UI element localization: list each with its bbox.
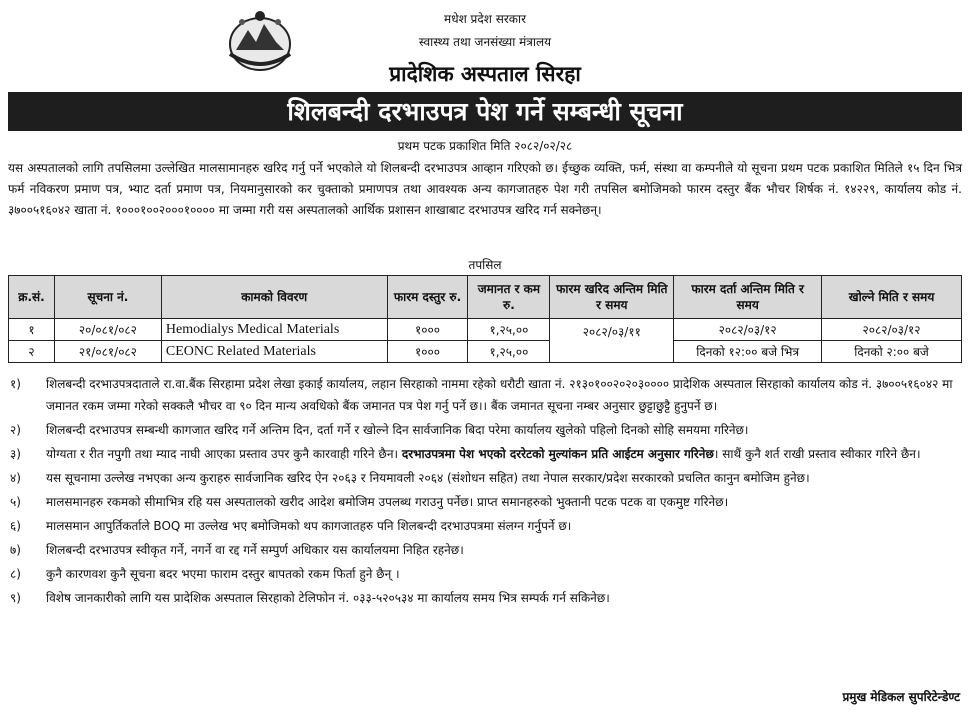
col-header-opening: खोल्ने मिति र समय bbox=[822, 276, 962, 319]
note-text: मालसमान आपुर्तिकर्ताले BOQ मा उल्लेख भए बमोजिमको थप कागजातहरु पनि शिलबन्दी दरभाउपत्रमा संलग्न गर्नुपर्ने छ। bbox=[46, 519, 572, 533]
cell-form-fee: १००० bbox=[387, 341, 468, 363]
note-number: ७) bbox=[10, 543, 21, 557]
col-header-sn: क्र.सं. bbox=[9, 276, 55, 319]
cell-form-fee: १००० bbox=[387, 319, 468, 341]
cell-sn: १ bbox=[9, 319, 55, 341]
list-item bbox=[8, 491, 962, 513]
cell-notice-no: २०/०८१/०८२ bbox=[54, 319, 161, 341]
note-number: ५) bbox=[10, 495, 21, 509]
cell-description: CEONC Related Materials bbox=[161, 341, 387, 363]
list-item bbox=[8, 443, 962, 465]
note-text: योग्यता र रीत नपुगी तथा म्याद नाघी आएका प्रस्ताव उपर कुनै कारवाही गरिने छैन। bbox=[46, 447, 402, 461]
cell-register-deadline-date: २०८२/०३/१२ bbox=[674, 319, 822, 341]
note-text-after: । साथैं कुनै शर्त राखी प्रस्ताव स्वीकार गरिने छैन। bbox=[713, 447, 921, 461]
note-text: शिलबन्दी दरभाउपत्र स्वीकृत गर्ने, नगर्ने वा रद्द गर्ने सम्पुर्ण अधिकार यस कार्यालयमा निहित रहनेछ। bbox=[46, 543, 464, 557]
list-item bbox=[8, 563, 962, 585]
cell-register-deadline-time: दिनको १२:०० बजे भित्र bbox=[674, 341, 822, 363]
table-row bbox=[9, 319, 962, 341]
list-item bbox=[8, 515, 962, 537]
ministry-name: स्वास्थ्य तथा जनसंख्या मंत्रालय bbox=[418, 35, 552, 49]
note-number: २) bbox=[10, 423, 21, 437]
signature-title: प्रमुख मेडिकल सुपरिटेन्डेण्ट bbox=[842, 690, 960, 704]
note-bold-text: दरभाउपत्रमा पेश भएको दररेटको मुल्यांकन प्रति आईटम अनुसार गरिनेछ bbox=[401, 447, 714, 461]
col-header-description: कामको विवरण bbox=[161, 276, 387, 319]
tender-table bbox=[8, 275, 962, 363]
list-item bbox=[8, 373, 962, 417]
col-header-register-deadline: फारम दर्ता अन्तिम मिति र समय bbox=[674, 276, 822, 319]
cell-deposit: १,२५,०० bbox=[468, 319, 550, 341]
note-text: कुनै कारणवश कुनै सूचना बदर भएमा फाराम दस्तुर बापतको रकम फिर्ता हुने छैन् । bbox=[46, 567, 400, 581]
list-item bbox=[8, 467, 962, 489]
note-number: ६) bbox=[10, 519, 21, 533]
cell-deposit: १,२५,०० bbox=[468, 341, 550, 363]
government-name: मधेश प्रदेश सरकार bbox=[444, 12, 526, 26]
cell-opening-date: २०८२/०३/१२ bbox=[822, 319, 962, 341]
publish-date: प्रथम पटक प्रकाशित मिति २०८२/०२/२८ bbox=[397, 139, 573, 153]
list-item bbox=[8, 587, 962, 609]
cell-notice-no: २१/०८१/०८२ bbox=[54, 341, 161, 363]
intro-paragraph: यस अस्पतालको लागि तपसिलमा उल्लेखित मालसामानहरु खरिद गर्नु पर्ने भएकोले यो शिलबन्दी दरभाउपत्र आव्हान गरिएको छ। ईच्छुक व्यक्ति, फर्म, संस्था वा कम्पनीले यो सूचना प्रथम पटक प्रकाशित मितिले १५ दिन भित्र फर्म नविकरण प्रमाण पत्र, भ्याट दर्ता प्रमाण पत्र, नियमानुसारको कर चुक्ताको प्रमाणपत्र तथा आवश्यक अन्य कागजातहरु पेश गरी तपसिल बमोजिमको फारम दस्तुर बैंक भौचर शिर्षक नं. १४२२९, कार्यालय कोड नं. ३७००५१६०४२ खाता नं. १०००१००२०००१०००० मा जम्मा गरी यस अस्पतालको आर्थिक प्रशासन शाखाबाट दरभाउपत्र खरिद गर्न सक्नेछन्। bbox=[8, 161, 962, 217]
cell-opening-time: दिनको २:०० बजे bbox=[822, 341, 962, 363]
note-number: ८) bbox=[10, 567, 21, 581]
note-number: ३) bbox=[10, 447, 21, 461]
col-header-form-fee: फारम दस्तुर रु. bbox=[387, 276, 468, 319]
cell-sn: २ bbox=[9, 341, 55, 363]
note-number: ४) bbox=[10, 471, 21, 485]
notes-list bbox=[8, 373, 962, 611]
note-text: शिलबन्दी दरभाउपत्रदाताले रा.वा.बैंक सिरहामा प्रदेश लेखा इकाई कार्यालय, लहान सिरहाको नाममा रहेको धरौटी खाता नं. २१३०१००२०२०३०००० प्रादेशिक अस्पताल सिरहाको कार्यालय कोड नं. ३७००५१६०४२ मा जमानत रकम जम्मा गरेको सक्कलै भौचर वा ९० दिन मान्य अवधिको बैंक जमानत पत्र पेश गर्नु पर्ने छ।। बैंक जमानत सूचना नम्बर अनुसार छुट्टाछुट्टै हुनुपर्ने छ। bbox=[46, 377, 953, 413]
note-text: शिलबन्दी दरभाउपत्र सम्बन्धी कागजात खरिद गर्ने अन्तिम दिन, दर्ता गर्ने र खोल्ने दिन सार्वजानिक बिदा परेमा कार्यालय खुलेको पहिलो दिनको सोहि समयमा गरिनेछ। bbox=[46, 423, 749, 437]
hospital-name: प्रादेशिक अस्पताल सिरहा bbox=[389, 62, 581, 86]
note-text: मालसमानहरु रकमको सीमाभित्र रहि यस अस्पतालको खरीद आदेश बमोजिम उपलब्ध गराउनु पर्नेछ। प्राप्त समानहरुको भुक्तानी पटक पटक वा एकमुष्ट गरिनेछ। bbox=[46, 495, 729, 509]
note-number: ९) bbox=[10, 591, 21, 605]
notice-title-banner: शिलबन्दी दरभाउपत्र पेश गर्ने सम्बन्धी सूचना bbox=[8, 92, 962, 131]
list-item bbox=[8, 419, 962, 441]
note-number: १) bbox=[10, 377, 21, 391]
note-text: विशेष जानकारीको लागि यस प्रादेशिक अस्पताल सिरहाको टेलिफोन नं. ०३३-५२०५३४ मा कार्यालय समय भित्र सम्पर्क गर्न सकिनेछ। bbox=[46, 591, 610, 605]
cell-purchase-deadline: २०८२/०३/११ bbox=[550, 319, 674, 363]
annex-label: तपसिल bbox=[468, 258, 502, 272]
col-header-purchase-deadline: फारम खरिद अन्तिम मिति र समय bbox=[550, 276, 674, 319]
note-text: यस सूचनामा उल्लेख नभएका अन्य कुराहरु सार्वजानिक खरिद ऐन २०६३ र नियमावली २०६४ (संशोधन सहित) तथा नेपाल सरकार/प्रदेश सरकारको प्रचलित कानुन बमोजिम हुनेछ। bbox=[46, 471, 810, 485]
table-header-row bbox=[9, 276, 962, 319]
cell-description: Hemodialys Medical Materials bbox=[161, 319, 387, 341]
table-row bbox=[9, 341, 962, 363]
list-item bbox=[8, 539, 962, 561]
col-header-deposit: जमानत र कम रु. bbox=[468, 276, 550, 319]
col-header-notice-no: सूचना नं. bbox=[54, 276, 161, 319]
